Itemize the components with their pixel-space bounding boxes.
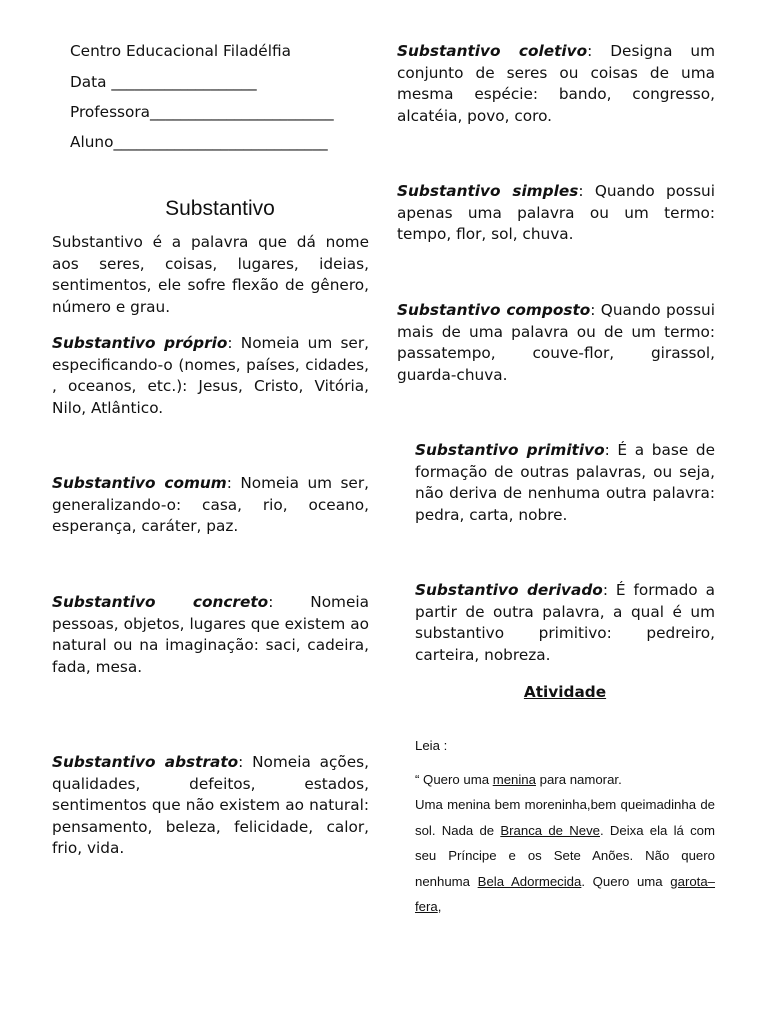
term-label: Substantivo coletivo	[397, 42, 588, 60]
definition-primitivo	[415, 440, 715, 526]
term-label: Substantivo primitivo	[415, 441, 605, 459]
definition-composto	[397, 300, 715, 386]
poem-text: para namorar.	[535, 772, 622, 787]
term-label: Substantivo simples	[397, 182, 579, 200]
definition-coletivo	[397, 41, 715, 127]
school-name: Centro Educacional Filadélfia	[70, 42, 291, 60]
intro-paragraph: Substantivo é a palavra que dá nome aos seres, coisas, lugares, ideias, sentimentos, ele sofre flexão de gênero, número e grau.	[52, 233, 369, 316]
term-label: Substantivo composto	[397, 301, 591, 319]
page-title: Substantivo	[165, 197, 275, 220]
definition-simples	[397, 181, 715, 246]
poem-line-1	[415, 767, 715, 793]
term-label: Substantivo concreto	[52, 593, 269, 611]
definition-text: : Quando possui apenas uma palavra ou um termo: tempo, flor, sol, chuva.	[397, 182, 715, 244]
teacher-line: Professora________________________	[70, 103, 334, 121]
poem-underlined-word: garota–fera	[415, 873, 716, 915]
definition-text: : Nomeia um ser, generalizando-o: casa, rio, oceano, esperança, caráter, paz.	[52, 474, 369, 536]
student-line: Aluno____________________________	[70, 133, 328, 151]
definition-text: : Designa um conjunto de seres ou coisas de uma mesma espécie: bando, congresso, alcatéia, povo, coro.	[397, 42, 715, 125]
poem-text: . Quero uma	[581, 873, 671, 889]
poem-text: . Deixa ela lá com seu Príncipe e os Sete Anões. Não quero nenhuma	[415, 822, 715, 889]
definition-text: : Nomeia ações, qualidades, defeitos, estados, sentimentos que não existem ao natural: pensamento, beleza, felicidade, calor, frio, vida.	[52, 753, 369, 858]
definition-comum	[52, 473, 369, 538]
definition-text: : É a base de formação de outras palavras, ou seja, não deriva de nenhuma outra palavra: pedra, carta, nobre.	[415, 441, 715, 524]
definition-text: : Nomeia pessoas, objetos, lugares que existem ao natural ou na imaginação: saci, cadeira, fada, mesa.	[52, 593, 369, 676]
poem-text: “ Quero uma	[415, 772, 493, 787]
definition-text: : Quando possui mais de uma palavra ou de um termo: passatempo, couve-flor, girassol, guarda-chuva.	[397, 301, 715, 384]
poem-underlined-word: Branca de Neve	[500, 822, 600, 838]
definition-proprio	[52, 333, 369, 419]
definition-derivado	[415, 580, 715, 666]
term-label: Substantivo derivado	[415, 581, 603, 599]
definition-concreto	[52, 592, 369, 678]
poem-text: ,	[437, 899, 442, 915]
term-label: Substantivo abstrato	[52, 753, 239, 771]
poem-text: Uma menina bem moreninha,bem queimadinha de sol. Nada de	[415, 797, 715, 838]
activity-title: Atividade	[523, 683, 607, 701]
poem-underlined-word: menina	[492, 772, 536, 787]
poem-paragraph	[415, 792, 715, 920]
activity-instruction: Leia :	[415, 738, 448, 753]
date-line: Data ___________________	[70, 73, 257, 91]
term-label: Substantivo próprio	[52, 334, 228, 352]
definition-abstrato	[52, 752, 369, 860]
term-label: Substantivo comum	[52, 474, 227, 492]
poem-underlined-word: Bela Adormecida	[477, 873, 582, 889]
definition-text: : Nomeia um ser, especificando-o (nomes, países, cidades, , oceanos, etc.): Jesus, Cristo, Vitória, Nilo, Atlântico.	[52, 334, 369, 417]
definition-text: : É formado a partir de outra palavra, a qual é um substantivo primitivo: pedreiro, carteira, nobreza.	[415, 581, 715, 664]
